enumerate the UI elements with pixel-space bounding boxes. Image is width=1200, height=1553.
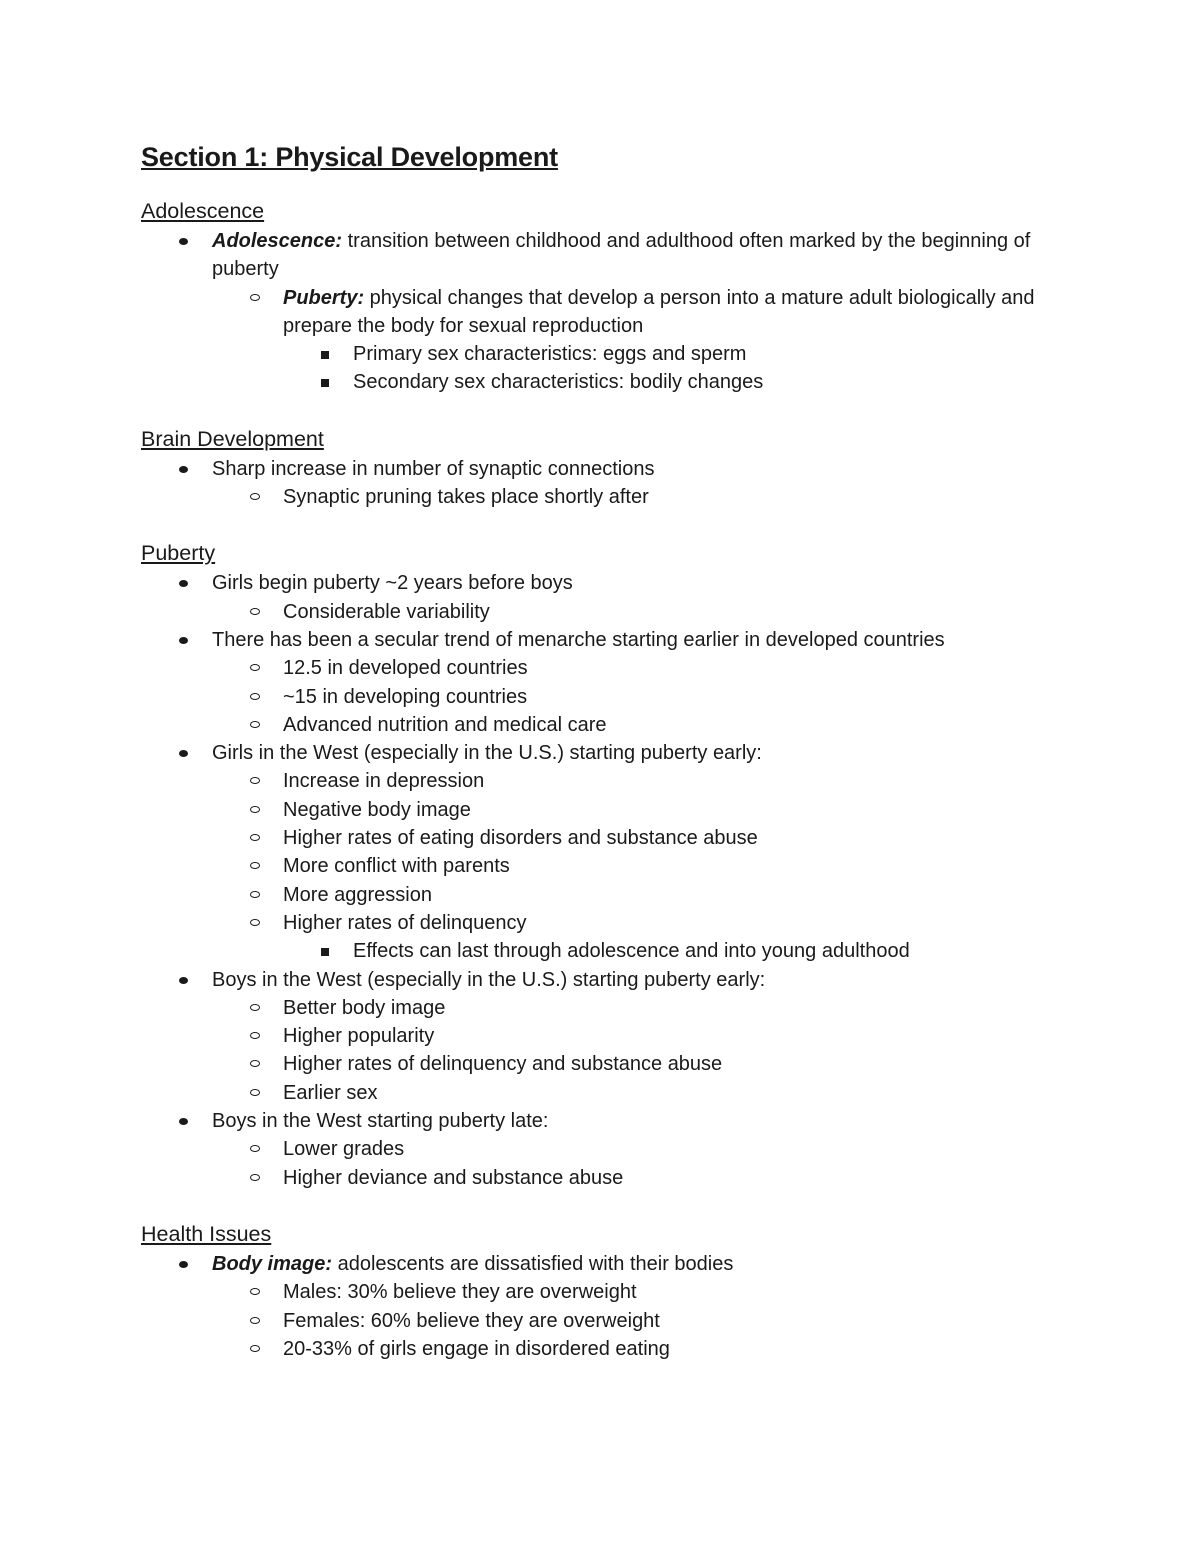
- list-item: [141, 824, 1091, 852]
- section-heading: Adolescence: [141, 199, 265, 223]
- item-text: Females: 60% believe they are overweight: [283, 1309, 660, 1332]
- item-text: 12.5 in developed countries: [283, 657, 528, 680]
- item-text: Sharp increase in number of synaptic connections: [212, 457, 655, 480]
- circle-bullet-icon: [250, 1060, 260, 1067]
- circle-bullet-icon: [250, 493, 260, 500]
- circle-bullet-icon: [250, 1288, 260, 1295]
- list-item: [141, 1307, 1091, 1335]
- circle-bullet-icon: [250, 1089, 260, 1096]
- item-text: Girls begin puberty ~2 years before boys: [212, 572, 573, 595]
- list-item: [141, 1250, 1091, 1278]
- bullet-icon: [179, 466, 188, 473]
- list-item: [141, 340, 1091, 368]
- list-item: [141, 455, 1091, 483]
- item-text: Negative body image: [283, 798, 471, 821]
- item-text: Higher deviance and substance abuse: [283, 1166, 624, 1189]
- list-item: [141, 937, 1091, 965]
- list-item: [141, 994, 1091, 1022]
- item-text: Higher rates of eating disorders and substance abuse: [283, 827, 758, 850]
- page-title: Section 1: Physical Development: [141, 142, 558, 172]
- bullet-icon: [179, 977, 188, 984]
- item-text: Higher rates of delinquency and substance abuse: [283, 1053, 723, 1076]
- item-text: More conflict with parents: [283, 855, 510, 878]
- bullet-icon: [179, 750, 188, 757]
- circle-bullet-icon: [250, 891, 260, 898]
- list-item: [141, 1107, 1091, 1135]
- circle-bullet-icon: [250, 777, 260, 784]
- item-text: 20-33% of girls engage in disordered eating: [283, 1337, 670, 1360]
- circle-bullet-icon: [250, 1032, 260, 1039]
- item-text: Advanced nutrition and medical care: [283, 713, 607, 736]
- item-text: adolescents are dissatisfied with their bodies: [332, 1252, 734, 1275]
- square-bullet-icon: [321, 948, 329, 956]
- item-text: Girls in the West (especially in the U.S.) starting puberty early:: [212, 742, 762, 765]
- section-puberty: [141, 537, 1091, 1192]
- item-text: Increase in depression: [283, 770, 485, 793]
- item-text: Higher rates of delinquency: [283, 911, 527, 934]
- item-text: Better body image: [283, 996, 446, 1019]
- item-text: Higher popularity: [283, 1025, 435, 1048]
- section-heading: Health Issues: [141, 1221, 272, 1246]
- circle-bullet-icon: [250, 1145, 260, 1152]
- circle-bullet-icon: [250, 1174, 260, 1181]
- item-text: ~15 in developing countries: [283, 685, 528, 708]
- list-item: [141, 1050, 1091, 1078]
- circle-bullet-icon: [250, 664, 260, 671]
- list-item: [141, 966, 1091, 994]
- item-text: Males: 30% believe they are overweight: [283, 1281, 637, 1304]
- list-item: [141, 1278, 1091, 1306]
- circle-bullet-icon: [250, 294, 260, 301]
- circle-bullet-icon: [250, 919, 260, 926]
- list-item: [141, 767, 1091, 795]
- list-item: [141, 284, 1091, 341]
- list-item: [141, 1022, 1091, 1050]
- item-text: Secondary sex characteristics: bodily changes: [353, 371, 764, 394]
- list-item: [141, 1135, 1091, 1163]
- section-heading: Puberty: [141, 541, 216, 566]
- list-item: [141, 1079, 1091, 1107]
- term-label: Body image:: [212, 1252, 333, 1275]
- item-text: Boys in the West (especially in the U.S.) starting puberty early:: [212, 968, 766, 991]
- section-brain-development: [141, 423, 1091, 512]
- term-label: Puberty:: [283, 286, 365, 309]
- item-text: Lower grades: [283, 1138, 405, 1161]
- list-item: [141, 1335, 1091, 1363]
- section-adolescence: [141, 195, 1091, 397]
- list-item: [141, 909, 1091, 937]
- item-text: Synaptic pruning takes place shortly after: [283, 486, 649, 509]
- list-item: [141, 711, 1091, 739]
- square-bullet-icon: [321, 351, 329, 359]
- list-item: [141, 654, 1091, 682]
- document-body: [141, 139, 1091, 1389]
- term-label: Adolescence:: [212, 230, 343, 252]
- bullet-icon: [179, 637, 188, 644]
- circle-bullet-icon: [250, 1004, 260, 1011]
- list-item: [141, 626, 1091, 654]
- bullet-icon: [179, 1261, 188, 1268]
- circle-bullet-icon: [250, 862, 260, 869]
- list-item: [141, 483, 1091, 511]
- item-text: Considerable variability: [283, 600, 490, 623]
- item-text: There has been a secular trend of menarche starting earlier in developed countries: [212, 628, 945, 651]
- square-bullet-icon: [321, 379, 329, 387]
- list-item: [141, 569, 1091, 597]
- bullet-icon: [179, 580, 188, 587]
- list-item: [141, 598, 1091, 626]
- item-text: Earlier sex: [283, 1081, 378, 1104]
- item-text: physical changes that develop a person into a mature adult biologically and prepare the body for sexual reproduction: [283, 286, 1035, 337]
- item-text: Boys in the West starting puberty late:: [212, 1110, 549, 1133]
- list-item: [141, 1164, 1091, 1192]
- section-heading: Brain Development: [141, 426, 324, 451]
- item-text: More aggression: [283, 883, 432, 906]
- item-text: Primary sex characteristics: eggs and sperm: [353, 343, 747, 366]
- circle-bullet-icon: [250, 721, 260, 728]
- bullet-icon: [179, 1118, 188, 1125]
- list-item: [141, 739, 1091, 767]
- list-item: [141, 683, 1091, 711]
- bullet-icon: [179, 238, 188, 245]
- list-item: [141, 368, 1091, 396]
- list-item: [141, 796, 1091, 824]
- circle-bullet-icon: [250, 608, 260, 615]
- circle-bullet-icon: [250, 834, 260, 841]
- item-text: Effects can last through adolescence and into young adulthood: [353, 940, 910, 963]
- item-text: transition between childhood and adulthood often marked by the beginning of puberty: [212, 230, 1031, 281]
- list-item: [141, 227, 1091, 284]
- circle-bullet-icon: [250, 693, 260, 700]
- section-health-issues: [141, 1218, 1091, 1363]
- circle-bullet-icon: [250, 806, 260, 813]
- circle-bullet-icon: [250, 1317, 260, 1324]
- list-item: [141, 852, 1091, 880]
- list-item: [141, 881, 1091, 909]
- circle-bullet-icon: [250, 1345, 260, 1352]
